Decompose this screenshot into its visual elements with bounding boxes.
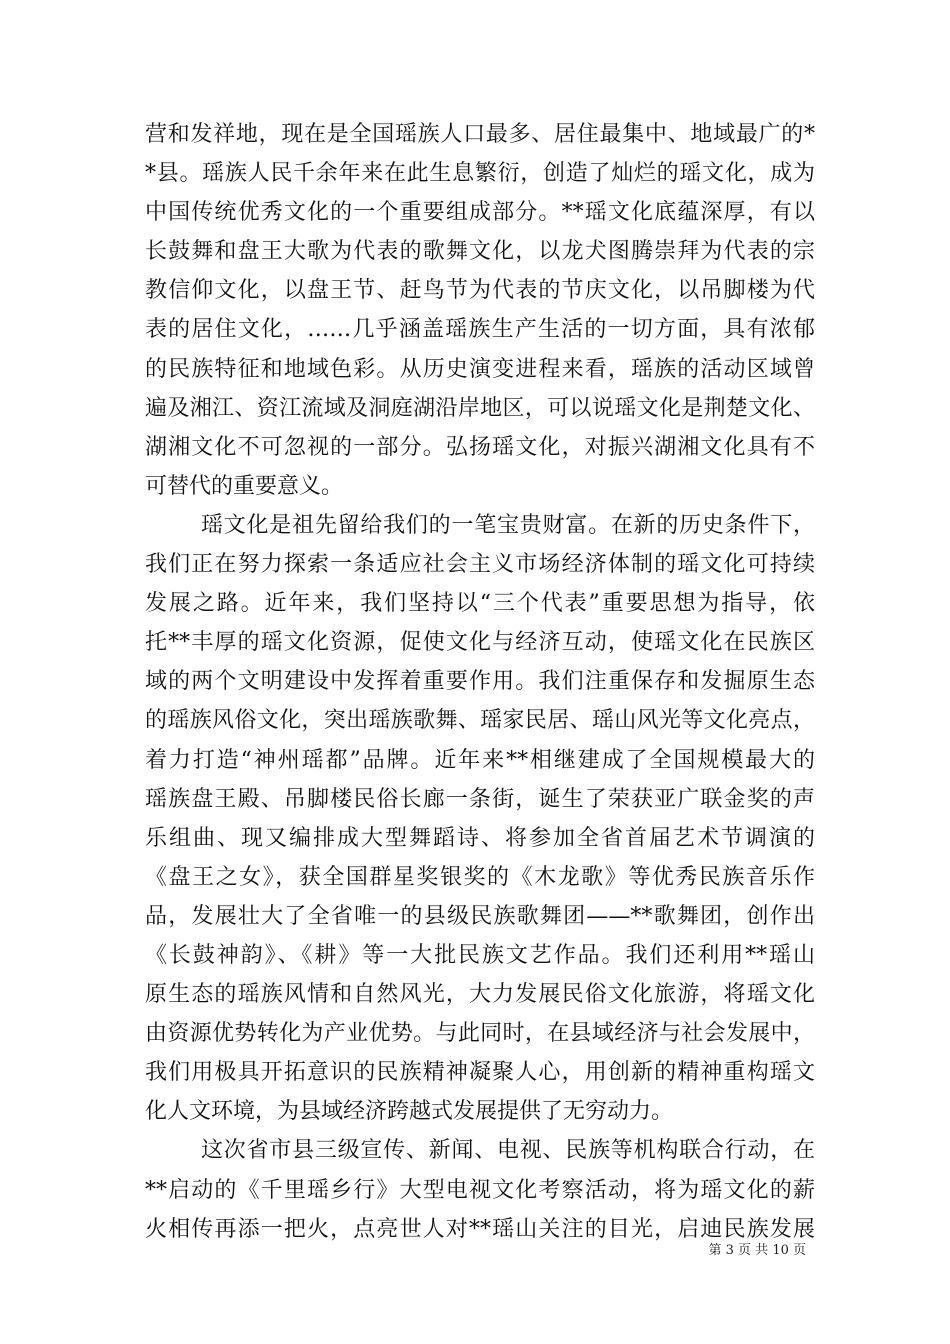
body-text [145,115,815,1249]
text-line: 瑶文化是祖先留给我们的一笔宝贵财富。在新的历史条件下， [201,512,815,538]
text-line: 中国传统优秀文化的一个重要组成部分。**瑶文化底蕴深厚，有以 [145,200,815,226]
text-line: 遍及湘江、资江流域及洞庭湖沿岸地区，可以说瑶文化是荆楚文化、 [145,395,815,421]
paragraph-2 [145,506,815,1132]
text-line: 我们用极具开拓意识的民族精神凝聚人心，用创新的精神重构瑶文 [145,1060,815,1086]
text-line: 品，发展壮大了全省唯一的县级民族歌舞团——**歌舞团，创作出 [145,903,815,929]
text-line: 火相传再添一把火，点亮世人对**瑶山关注的目光，启迪民族发展 [145,1216,815,1242]
text-line: *县。瑶族人民千余年来在此生息繁衍，创造了灿烂的瑶文化，成为 [145,161,815,187]
text-line: **启动的《千里瑶乡行》大型电视文化考察活动，将为瑶文化的薪 [145,1177,815,1203]
paragraph-3 [145,1131,815,1248]
text-line: 营和发祥地，现在是全国瑶族人口最多、居住最集中、地域最广的* [145,122,815,147]
text-line: 原生态的瑶族风情和自然风光，大力发展民俗文化旅游，将瑶文化 [145,982,815,1008]
text-line: 长鼓舞和盘王大歌为代表的歌舞文化，以龙犬图腾崇拜为代表的宗 [145,239,815,265]
text-line: 湖湘文化不可忽视的一部分。弘扬瑶文化，对振兴湖湘文化具有不 [145,434,815,460]
text-line: 我们正在努力探索一条适应社会主义市场经济体制的瑶文化可持续 [145,552,815,578]
text-line: 这次省市县三级宣传、新闻、电视、民族等机构联合行动，在 [201,1138,815,1164]
text-line: 由资源优势转化为产业优势。与此同时，在县域经济与社会发展中， [145,1021,815,1047]
text-line: 托**丰厚的瑶文化资源，促使文化与经济互动，使瑶文化在民族区 [145,630,815,656]
text-line: 教信仰文化，以盘王节、赶鸟节为代表的节庆文化，以吊脚楼为代 [145,278,815,304]
text-line: 的民族特征和地域色彩。从历史演变进程来看，瑶族的活动区域曾 [145,356,815,382]
paragraph-1 [145,115,815,506]
text-line: 《盘王之女》，获全国群星奖银奖的《木龙歌》等优秀民族音乐作 [145,864,815,890]
text-line: 瑶族盘王殿、吊脚楼民俗长廊一条街，诞生了荣获亚广联金奖的声 [145,786,815,812]
text-line: 表的居住文化，……几乎涵盖瑶族生产生活的一切方面，具有浓郁 [145,317,815,343]
text-line: 《长鼓神韵》、《耕》等一大批民族文艺作品。我们还利用**瑶山 [145,942,815,968]
text-line: 化人文环境，为县域经济跨越式发展提供了无穷动力。 [145,1099,674,1125]
text-line: 乐组曲、现又编排成大型舞蹈诗、将参加全省首届艺术节调演的 [145,825,815,851]
text-line: 发展之路。近年来，我们坚持以“三个代表”重要思想为指导，依 [145,591,815,617]
text-line: 的瑶族风俗文化，突出瑶族歌舞、瑶家民居、瑶山风光等文化亮点， [145,708,815,734]
page-number: 第 3 页 共 10 页 [708,1243,806,1258]
text-line: 可替代的重要意义。 [145,473,344,499]
text-line: 域的两个文明建设中发挥着重要作用。我们注重保存和发掘原生态 [145,669,815,695]
text-line: 着力打造“神州瑶都”品牌。近年来**相继建成了全国规模最大的 [145,747,815,773]
